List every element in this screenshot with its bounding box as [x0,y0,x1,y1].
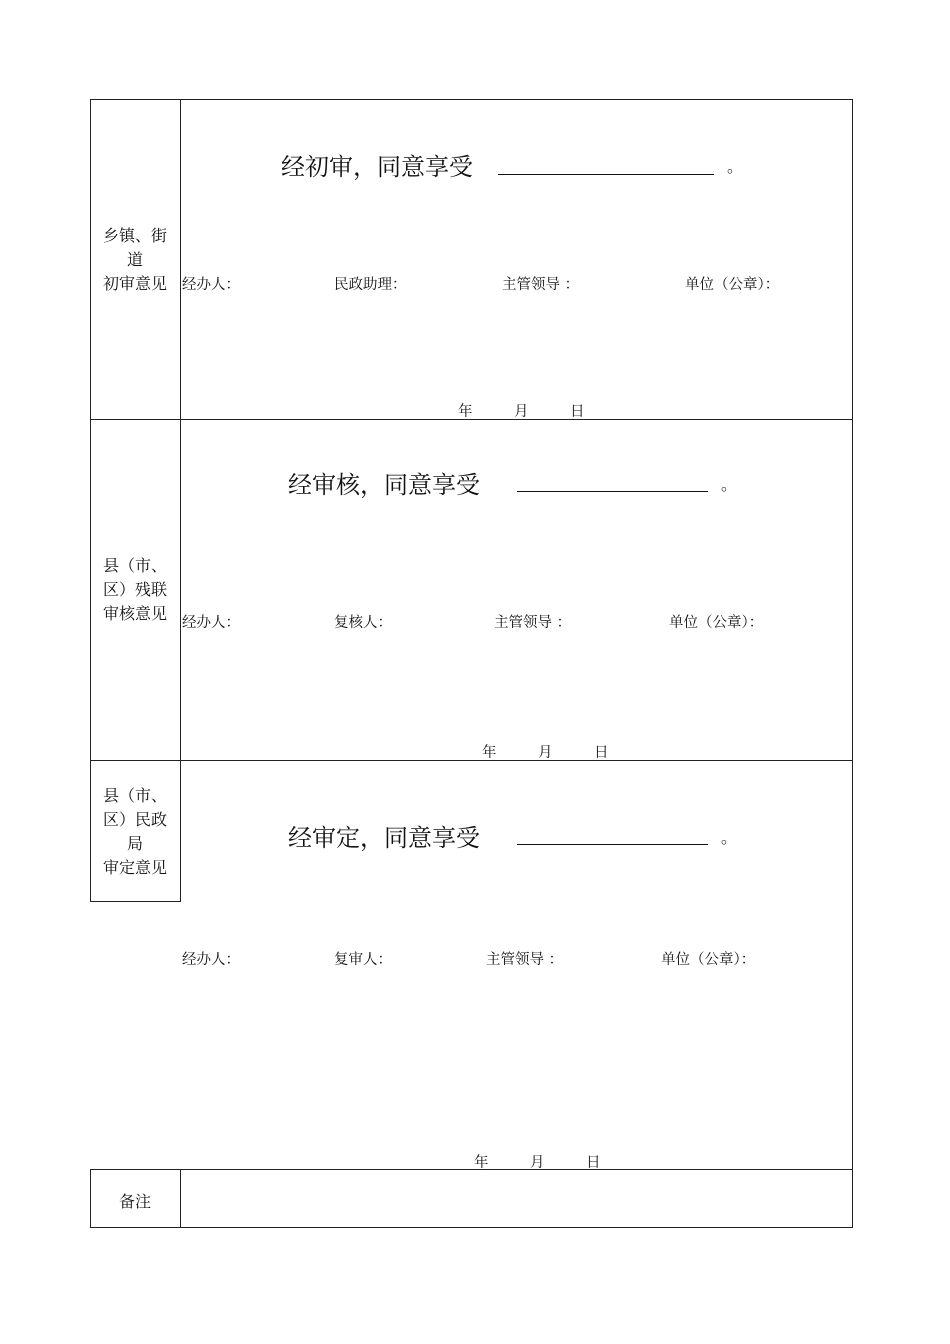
section2-label-line: 区）残联 [102,580,167,599]
table-top-border [90,99,853,100]
section3-statement: 经审定，同意享受 [288,824,480,852]
section2-label-line: 审核意见 [102,604,167,623]
section3-date-month: 月 [530,1155,545,1171]
remarks-label: 备注 [119,1192,152,1211]
section1-label [92,224,178,296]
section1-label-line: 乡镇、街 [102,226,167,245]
table-bottom-border [90,1227,853,1228]
section3-label-line: 县（市、 [102,786,167,805]
table-left-border [90,99,91,902]
remarks-field[interactable] [181,1170,852,1227]
section2-unit-seal: 单位（公章）： [669,615,764,631]
section2-label-line: 县（市、 [102,556,167,575]
section1-unit-seal: 单位（公章）： [685,277,780,293]
section2-leader: 主管领导 ： [494,615,572,631]
section1-period: 。 [727,157,744,176]
section1-date-day: 日 [570,404,585,420]
section2-date-year: 年 [482,745,497,761]
section1-handler: 经办人： [182,277,240,293]
section2-date-month: 月 [538,745,553,761]
table-right-border [852,99,853,1228]
section2-date-day: 日 [594,745,609,761]
section2-blank-line [517,491,708,492]
section3-period: 。 [721,828,738,847]
section3-label-line: 审定意见 [102,858,167,877]
section2-period: 。 [721,475,738,494]
section1-date-month: 月 [514,404,529,420]
section1-label-line: 道 [126,250,143,269]
section3-label-line: 区）民政 [102,810,167,829]
row-divider-2 [90,760,853,761]
label-column-divider [180,99,181,902]
section3-label [92,784,178,880]
section3-unit-seal: 单位（公章）： [661,952,756,968]
section3-date-day: 日 [586,1155,601,1171]
remarks-left-border [90,1169,91,1228]
section1-blank-line [498,174,714,175]
section1-leader: 主管领导 ： [502,277,580,293]
section1-label-line: 初审意见 [102,274,167,293]
section3-leader: 主管领导 ： [486,952,564,968]
section3-blank-line [517,844,708,845]
section2-statement: 经审核，同意享受 [288,471,480,499]
label-cell-3-bottom [90,901,181,902]
section2-reviewer: 复核人： [334,615,392,631]
section2-label [92,554,178,626]
section1-statement: 经初审，同意享受 [281,153,473,181]
section1-date-year: 年 [458,404,473,420]
section3-re-reviewer: 复审人： [334,952,392,968]
section3-handler: 经办人： [182,952,240,968]
section3-date-year: 年 [474,1155,489,1171]
section3-label-line: 局 [126,834,143,853]
section1-civil-assistant: 民政助理： [334,277,407,293]
section2-handler: 经办人： [182,615,240,631]
